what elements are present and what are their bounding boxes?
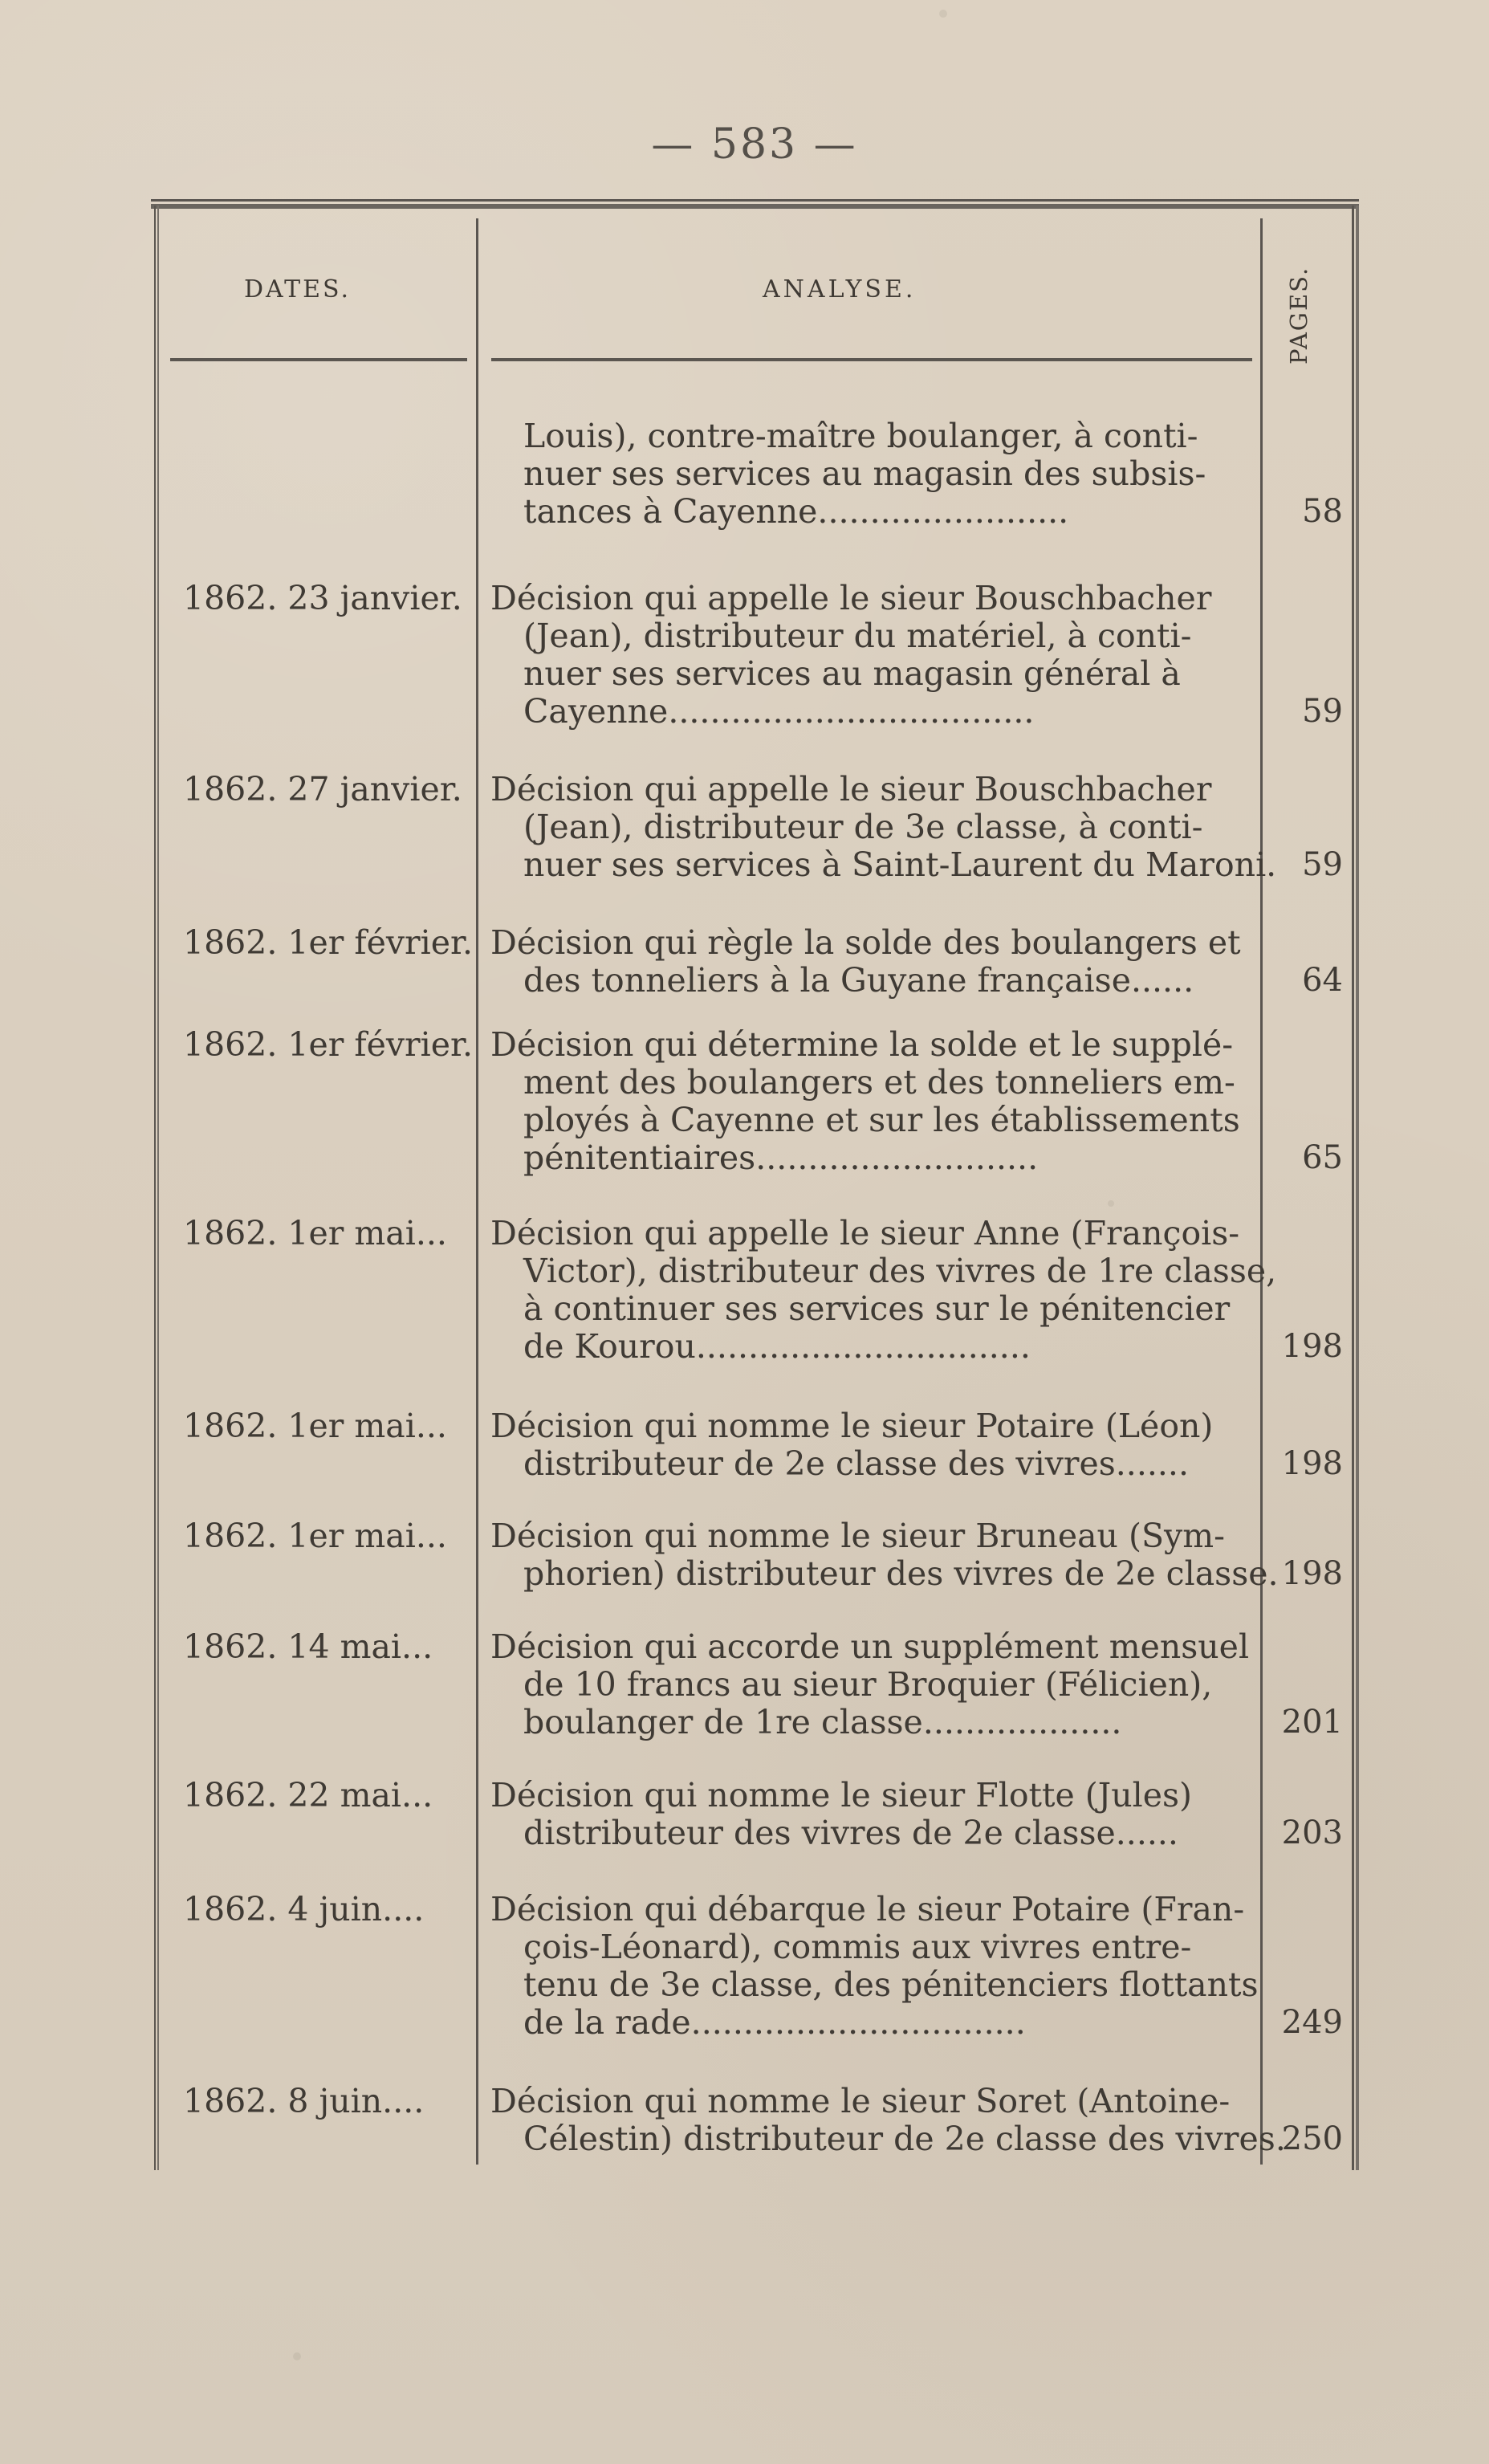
analysis-line: de Kourou................................ (523, 1327, 1031, 1366)
entry-page-ref: 201 (1281, 1704, 1343, 1741)
right-rule (1352, 206, 1359, 2170)
entry-date: 1862. 1er mai... (183, 1407, 447, 1445)
analysis-line: Louis), contre-maître boulanger, à conti- (523, 417, 1198, 455)
entry-page-ref: 250 (1281, 2120, 1343, 2157)
paper-speck (293, 2352, 301, 2360)
entry-analysis (490, 2082, 1286, 2158)
entry-analysis (490, 1026, 1250, 1177)
entry-date: 1862. 1er mai... (183, 1517, 447, 1555)
entry-analysis (490, 1517, 1279, 1593)
analysis-line: Décision qui nomme le sieur Soret (Antoine- (490, 2082, 1231, 2120)
entry-analysis (490, 1214, 1277, 1366)
ledger-table (151, 199, 1358, 2170)
entry-page-ref: 203 (1281, 1814, 1343, 1851)
entry-page-ref: 198 (1281, 1328, 1343, 1365)
page-number: — 583 — (651, 120, 858, 169)
header-rule-analysis (491, 358, 1252, 361)
entry-date: 1862. 22 mai... (183, 1776, 433, 1814)
analysis-line: tenu de 3e classe, des pénitenciers flottants (523, 1965, 1259, 2004)
analysis-line: ployés à Cayenne et sur les établissements (523, 1101, 1240, 1139)
analysis-line: de la rade................................ (523, 2003, 1026, 2042)
analysis-line: Décision qui appelle le sieur Bouschbacher (490, 579, 1212, 617)
analysis-line: ment des boulangers et des tonneliers em- (523, 1063, 1235, 1102)
entry-date: 1862. 4 juin.... (183, 1890, 425, 1928)
entry-date: 1862. 8 juin.... (183, 2082, 425, 2120)
entry-page-ref: 65 (1302, 1139, 1343, 1176)
analysis-line: (Jean), distributeur du matériel, à conti- (523, 617, 1192, 655)
analysis-line: Décision qui nomme le sieur Potaire (Léon) (490, 1407, 1214, 1445)
analysis-line: boulanger de 1re classe................... (523, 1703, 1122, 1741)
analysis-line: Décision qui nomme le sieur Flotte (Jules) (490, 1776, 1193, 1814)
entry-analysis (490, 770, 1277, 884)
analysis-line: phorien) distributeur des vivres de 2e classe. (523, 1554, 1279, 1593)
entry-date: 1862. 27 janvier. (183, 770, 462, 808)
entry-analysis (490, 417, 1250, 531)
analysis-column-header: ANALYSE. (763, 275, 917, 303)
entry-analysis (490, 1890, 1259, 2042)
analysis-line: Victor), distributeur des vivres de 1re classe, (523, 1252, 1277, 1290)
entry-page-ref: 198 (1281, 1445, 1343, 1482)
entry-page-ref: 58 (1302, 493, 1343, 530)
analysis-line: des tonneliers à la Guyane française...... (523, 961, 1194, 1000)
entry-date: 1862. 1er février. (183, 1025, 474, 1064)
pages-column-header: PAGES. (1285, 266, 1312, 365)
entry-page-ref: 249 (1281, 2004, 1343, 2041)
top-rule (151, 199, 1359, 209)
entry-date: 1862. 1er février. (183, 923, 474, 962)
analysis-line: de 10 francs au sieur Broquier (Félicien), (523, 1665, 1213, 1704)
entry-page-ref: 59 (1302, 693, 1343, 730)
entry-page-ref: 198 (1281, 1555, 1343, 1592)
entry-date: 1862. 1er mai... (183, 1214, 447, 1252)
analysis-line: Décision qui appelle le sieur Anne (François- (490, 1214, 1240, 1252)
analysis-line: çois-Léonard), commis aux vivres entre- (523, 1928, 1192, 1966)
paper-speck (939, 10, 947, 18)
analysis-line: Décision qui détermine la solde et le supplé- (490, 1025, 1234, 1064)
entry-analysis (490, 924, 1250, 1000)
entry-analysis (490, 1407, 1250, 1483)
analysis-line: à continuer ses services sur le pénitencier (523, 1289, 1231, 1328)
analysis-line: pénitentiaires........................... (523, 1138, 1039, 1177)
analysis-line: distributeur des vivres de 2e classe...... (523, 1814, 1178, 1852)
analysis-line: nuer ses services à Saint-Laurent du Maroni. (523, 845, 1277, 884)
entry-date: 1862. 23 janvier. (183, 579, 462, 617)
entry-date: 1862. 14 mai... (183, 1627, 433, 1666)
entry-analysis (490, 1628, 1250, 1741)
date-column-divider (476, 218, 478, 2165)
analysis-line: nuer ses services au magasin des subsis- (523, 454, 1206, 493)
analysis-line: Célestin) distributeur de 2e classe des vivres. (523, 2120, 1286, 2158)
entry-page-ref: 59 (1302, 846, 1343, 883)
analysis-line: Cayenne................................... (523, 692, 1035, 731)
analysis-line: Décision qui nomme le sieur Bruneau (Sym- (490, 1517, 1225, 1555)
analysis-line: tances à Cayenne........................ (523, 492, 1069, 531)
analysis-line: (Jean), distributeur de 3e classe, à conti- (523, 808, 1203, 846)
analysis-line: nuer ses services au magasin général à (523, 654, 1181, 693)
analysis-line: Décision qui appelle le sieur Bouschbacher (490, 770, 1212, 808)
entry-analysis (490, 580, 1250, 731)
analysis-line: Décision qui débarque le sieur Potaire (Fran- (490, 1890, 1245, 1928)
dates-column-header: DATES. (244, 275, 352, 303)
entry-page-ref: 64 (1302, 962, 1343, 999)
analysis-line: Décision qui règle la solde des boulangers et (490, 923, 1241, 962)
page-column-divider (1260, 218, 1263, 2165)
header-rule-dates (170, 358, 467, 361)
left-rule (154, 206, 159, 2170)
analysis-line: distributeur de 2e classe des vivres....... (523, 1444, 1189, 1483)
entry-analysis (490, 1777, 1250, 1852)
analysis-line: Décision qui accorde un supplément mensuel (490, 1627, 1250, 1666)
